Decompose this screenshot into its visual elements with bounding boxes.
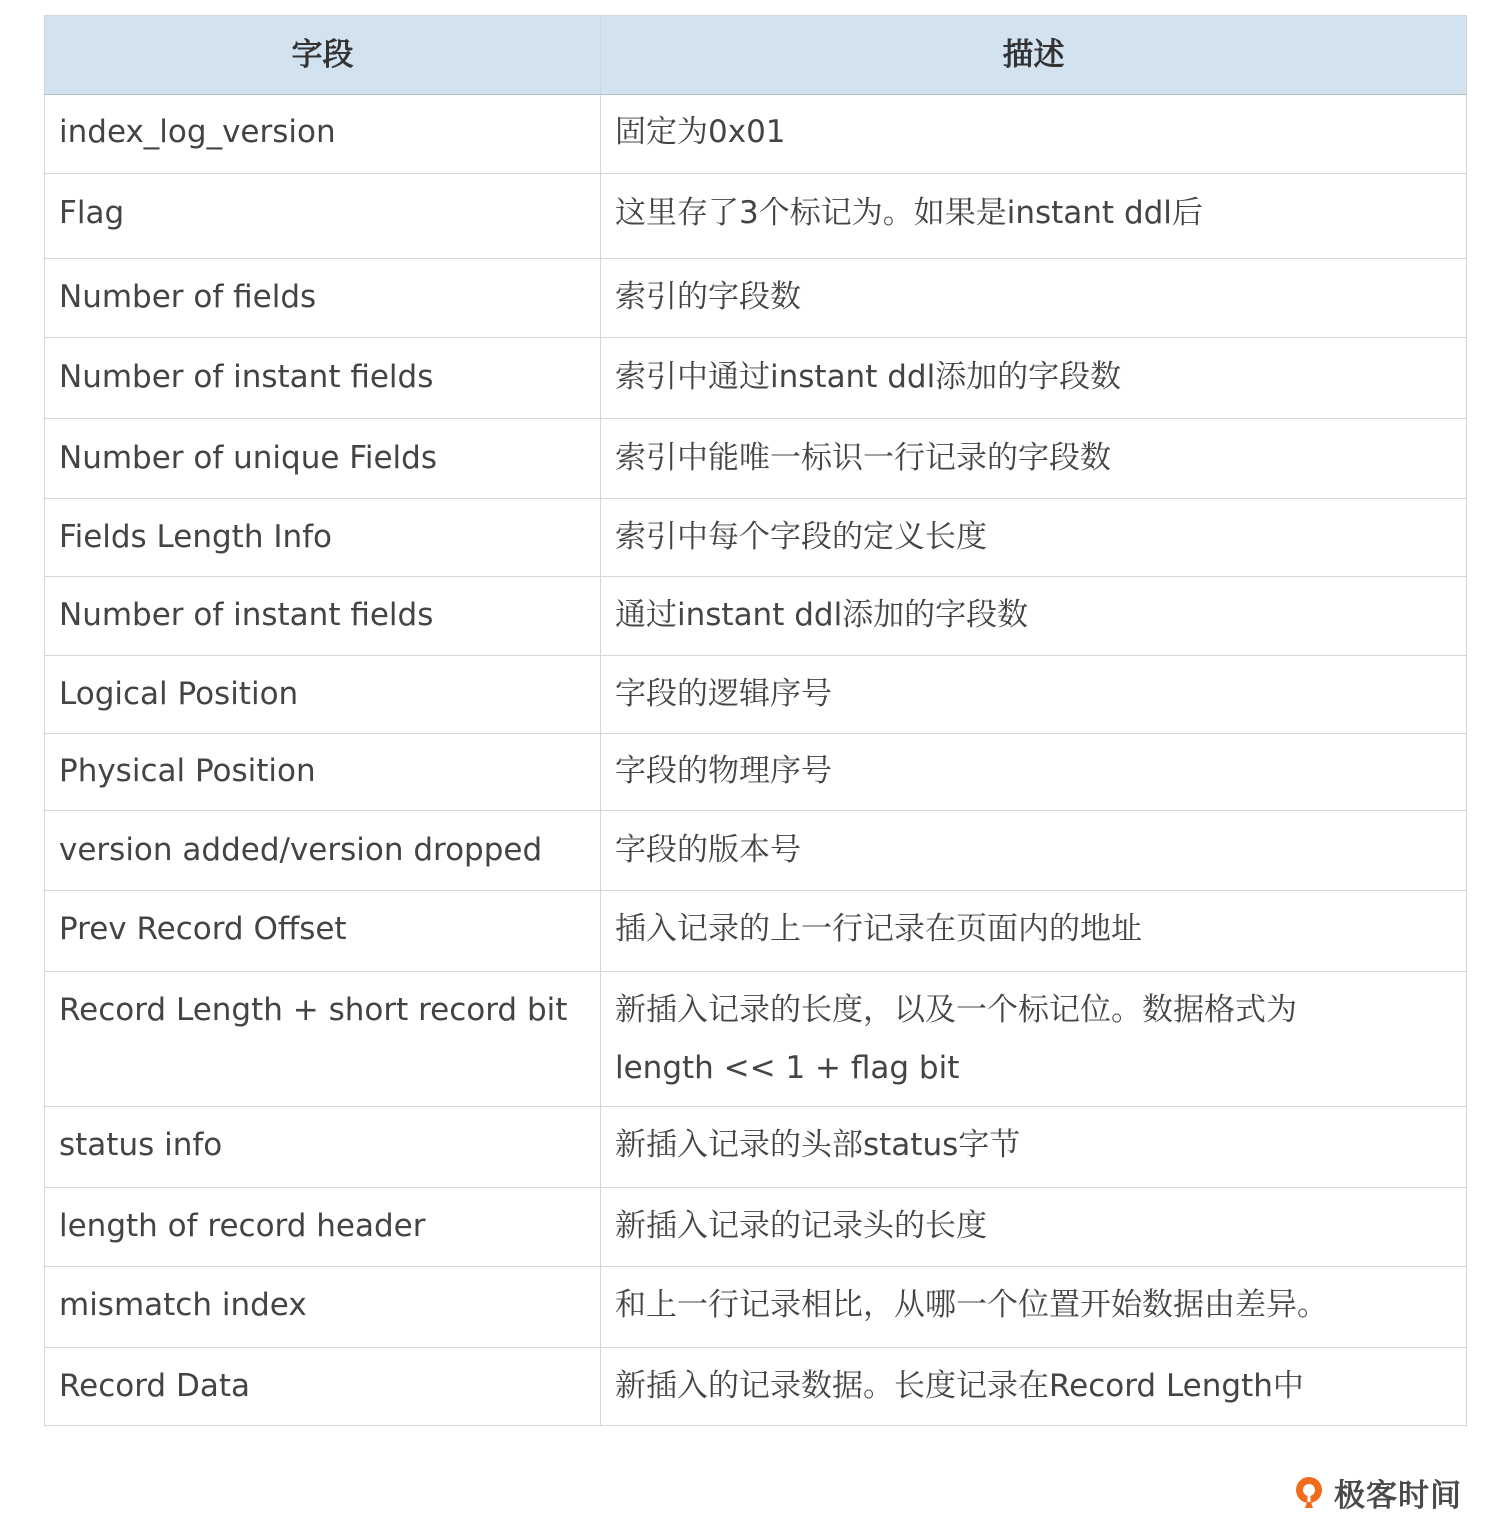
description-cell: 新插入记录的头部status字节 (601, 1107, 1467, 1188)
table-row (45, 95, 1467, 174)
logo-text: 极客时间 (1334, 1477, 1462, 1514)
table-row (45, 972, 1467, 1107)
table-row (45, 419, 1467, 499)
description-cell: 这里存了3个标记为。如果是instant ddl后 (601, 174, 1467, 259)
description-cell: 新插入记录的记录头的长度 (601, 1188, 1467, 1267)
header-field: 字段 (45, 16, 601, 95)
field-cell: Number of fields (45, 259, 601, 338)
table-header-row (45, 16, 1467, 95)
table-row (45, 259, 1467, 338)
field-cell: Flag (45, 174, 601, 259)
field-cell: Record Length + short record bit (45, 972, 601, 1107)
field-cell: status info (45, 1107, 601, 1188)
field-cell: version added/version dropped (45, 811, 601, 891)
table-row (45, 891, 1467, 972)
table-row (45, 174, 1467, 259)
description-cell: 索引中通过instant ddl添加的字段数 (601, 338, 1467, 419)
table-row (45, 577, 1467, 656)
table-row (45, 811, 1467, 891)
header-description: 描述 (601, 16, 1467, 95)
description-cell: 字段的物理序号 (601, 734, 1467, 811)
description-cell: 固定为0x01 (601, 95, 1467, 174)
table-row (45, 499, 1467, 577)
table-row (45, 338, 1467, 419)
table-row (45, 734, 1467, 811)
field-description-table-container (44, 15, 1466, 1426)
field-cell: Physical Position (45, 734, 601, 811)
geektime-logo-icon (1292, 1475, 1326, 1509)
geektime-logo (1292, 1470, 1462, 1514)
description-line-2: length << 1 + flag bit (615, 1050, 960, 1086)
table-row (45, 1348, 1467, 1426)
table-row (45, 1107, 1467, 1188)
field-description-table (44, 15, 1467, 1426)
description-cell: 索引中能唯一标识一行记录的字段数 (601, 419, 1467, 499)
field-cell: length of record header (45, 1188, 601, 1267)
description-cell: 索引的字段数 (601, 259, 1467, 338)
description-cell (601, 972, 1467, 1107)
description-cell: 插入记录的上一行记录在页面内的地址 (601, 891, 1467, 972)
description-cell: 通过instant ddl添加的字段数 (601, 577, 1467, 656)
field-cell: Prev Record Offset (45, 891, 601, 972)
table-row (45, 1188, 1467, 1267)
field-cell: Number of instant fields (45, 577, 601, 656)
description-line-1: 新插入记录的长度，以及一个标记位。数据格式为 (615, 992, 1297, 1028)
field-cell: mismatch index (45, 1267, 601, 1348)
description-cell: 和上一行记录相比，从哪一个位置开始数据由差异。 (601, 1267, 1467, 1348)
description-cell: 字段的逻辑序号 (601, 656, 1467, 734)
field-cell: Number of unique Fields (45, 419, 601, 499)
table-row (45, 656, 1467, 734)
field-cell: Fields Length Info (45, 499, 601, 577)
description-cell: 新插入的记录数据。长度记录在Record Length中 (601, 1348, 1467, 1426)
field-cell: Number of instant fields (45, 338, 601, 419)
field-cell: Logical Position (45, 656, 601, 734)
field-cell: Record Data (45, 1348, 601, 1426)
description-cell: 索引中每个字段的定义长度 (601, 499, 1467, 577)
field-cell: index_log_version (45, 95, 601, 174)
description-cell: 字段的版本号 (601, 811, 1467, 891)
table-row (45, 1267, 1467, 1348)
